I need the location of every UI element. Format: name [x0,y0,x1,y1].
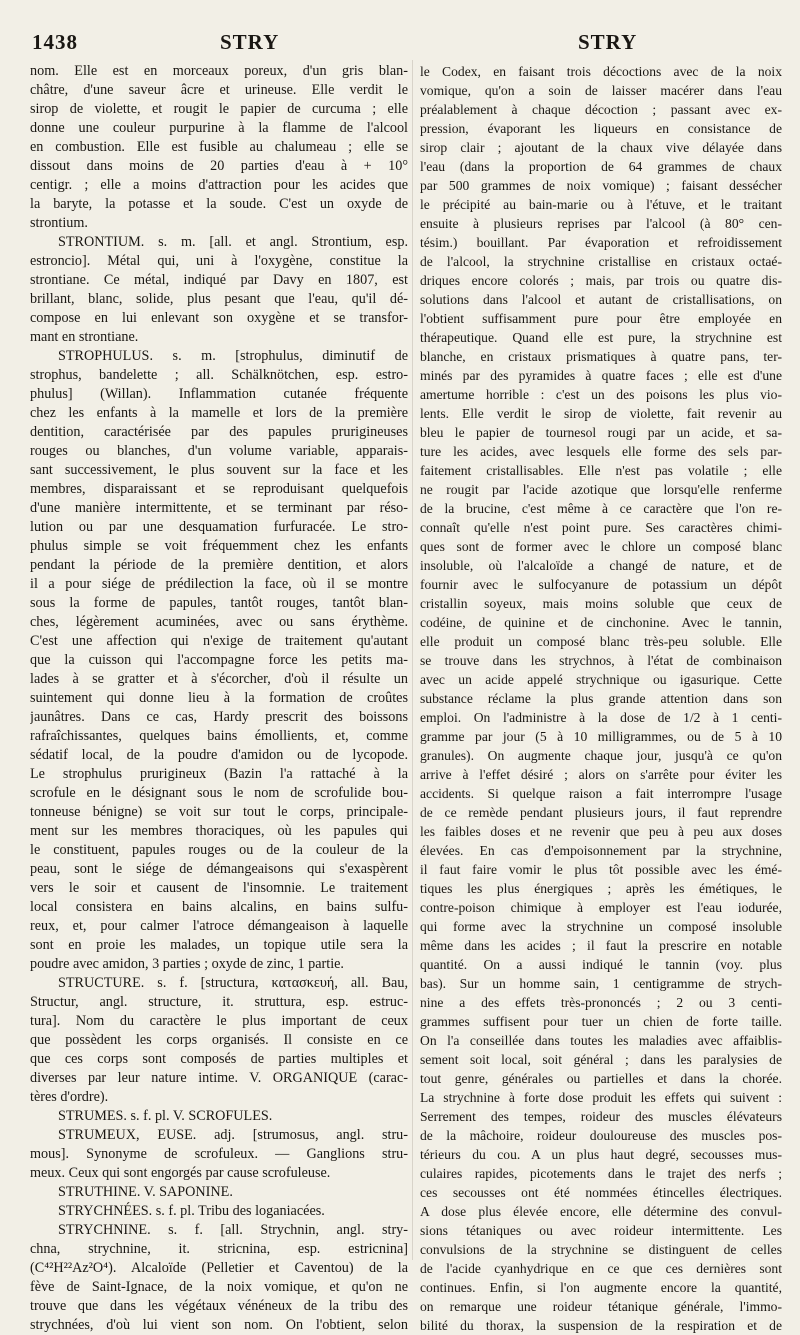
text-line: il faut faire vomir le plus tôt possible avec les émé- [420,862,782,877]
text-line: jaunâtres. Dans ce cas, Hardy prescrit des boissons [30,709,408,725]
left-running-title: STRY [220,30,280,54]
text-line: sions tétaniques ou avec roideur intermittente. Les [420,1223,782,1238]
text-line: le Codex, en faisant trois décoctions avec de la noix [420,64,782,79]
text-line: local consistera en bains alcalins, en bains sulfu- [30,899,408,915]
text-line: fournir avec le sulfocyanure de potassium un dépôt [420,577,782,592]
text-line: fève de Saint-Ignace, de la noix vomique, et qu'on ne [30,1279,408,1295]
text-line: driques encore colorés ; mais, par trois ou quatre dis- [420,273,782,288]
text-line: (C⁴²H²²Az²O⁴). Alcaloïde (Pelletier et Caventou) de la [30,1260,408,1276]
text-line: contre-poison chimique à employer est l'eau iodurée, [420,900,782,915]
text-line: tiques les plus énergiques ; après les émétiques, le [420,881,782,896]
text-line: térieurs du cou. A un plus haut degré, secousses mus- [420,1147,782,1162]
text-line: strychnées, d'où lui vient son nom. On l'obtient, selon [30,1317,408,1333]
text-line: Structur, angl. structure, it. struttura, esp. estruc- [30,994,408,1010]
text-line: ment sur les membres thoraciques, où les papules qui [30,823,408,839]
text-line: le constituent, papules rouges ou de la couleur de la [30,842,408,858]
text-line: pendant la période de la première dentition, et alors [30,557,408,573]
text-line: brillant, blanc, solide, plus pesant que l'eau, qu'il dé- [30,291,408,307]
text-line: accidents. Si quelque raison a fait interrompre l'usage [420,786,782,801]
text-line: d'une manière intermittente, et se terminant par réso- [30,500,408,516]
text-line: élevées. En cas d'empoisonnement par la strychnine, [420,843,782,858]
text-line: sirop clair ; ajoutant de la chaux vive délayée dans [420,140,782,155]
text-line: reux, et, pour calmer l'atroce démangeaison à laquelle [30,918,408,934]
text-line: par 500 grammes de noix vomique) ; faisant dessécher [420,178,782,193]
text-line: meux. Ceux qui sont engorgés par cause scrofuleuse. [30,1165,331,1181]
text-line: que la cuisson qui l'accompagne force les petits ma- [30,652,408,668]
text-line: compose en lui enlevant son oxygène et se transfor- [30,310,408,326]
text-line: ces secousses ont été nommées étincelles électriques. [420,1185,782,1200]
text-line: avec un acide appelé strychnique ou igasurique. Cette [420,672,782,687]
text-line: solutions dans l'alcool et autant de cristallisations, on [420,292,782,307]
text-line: poudre avec amidon, 3 parties ; oxyde de zinc, 1 partie. [30,956,344,972]
text-line: STRUCTURE. s. f. [structura, κατασκευή, all. Bau, [58,975,408,991]
text-line: blanche, en cristaux prismatiques à quatre pans, ter- [420,349,782,364]
left-column [30,62,408,1335]
text-line: faitement cristallisables. Elle n'est pas volatile ; elle [420,463,782,478]
text-line: Serrement des tempes, roideur des muscles élévateurs [420,1109,782,1124]
page-header [30,30,782,60]
text-line: STROPHULUS. s. m. [strophulus, diminutif de [58,348,408,364]
text-line: trouve que dans les végétaux vénéneux de la tribu des [30,1298,408,1314]
text-line: pression, évaporant les liqueurs en consistance de [420,121,782,136]
text-line: estroncio]. Métal qui, uni à l'oxygène, constitue la [30,253,408,269]
text-line: insoluble, où l'alcaloïde a changé de nature, et de [420,558,782,573]
text-line: cristallin soyeux, mais moins soluble que ceux de [420,596,782,611]
text-line: le précipité au bain-marie ou à l'étuve, et le traitant [420,197,782,212]
text-line: tonneuse bénigne) se voit sur tout le corps, principale- [30,804,408,820]
text-line: phulus] (Willan). Inflammation cutanée fréquente [30,386,408,402]
text-line: ne rougit par l'acide azotique que lorsqu'elle renferme [420,482,782,497]
column-divider [412,60,413,1260]
text-line: préalablement à chaque décoction ; passant avec ex- [420,102,782,117]
text-line: A dose plus élevée encore, elle détermine des convul- [420,1204,782,1219]
text-line: sont en proie les malades, un topique utile sera la [30,937,408,953]
text-line: ensuite à plusieurs reprises par l'alcool (à 80° cen- [420,216,782,231]
text-line: STRUMES. s. f. pl. V. SCROFULES. [58,1108,273,1124]
text-line: elle produit un composé blanc très-peu soluble. Elle [420,634,782,649]
text-line: de l'acide cyanhydrique en ce que ces dernières sont [420,1261,782,1276]
text-line: tères d'ordre). [30,1089,109,1105]
text-line: thérapeutique. Quand elle est pure, la strychnine est [420,330,782,345]
text-line: qui forme avec la strychnine un composé insoluble [420,919,782,934]
text-line: gramme par jour (5 à 10 milligrammes, ou de 5 à 10 [420,729,782,744]
text-line: chez les enfants à la mamelle et lors de la première [30,405,408,421]
text-line: que possèdent les corps organisés. Il consiste en ce [30,1032,408,1048]
text-line: tout genre, générales ou partielles et dans la chorée. [420,1071,782,1086]
right-column [420,62,782,1335]
right-running-title: STRY [578,30,638,54]
text-line: codéine, de quinine et de cinchonine. Avec le tannin, [420,615,782,630]
text-line: bilité du thorax, la suspension de la respiration et de [420,1318,782,1333]
text-line: strophus, bandelette ; all. Schälknötchen, esp. estro- [30,367,408,383]
text-line: que ces corps sont composés de parties multiples et [30,1051,408,1067]
text-line: tura]. Nom du caractère le plus important de ceux [30,1013,408,1029]
text-line: sédatif local, de la poudre d'amidon ou de lycopode. [30,747,408,763]
text-line: ches, légèrement acuminées, avec ou sans érythème. [30,614,408,630]
text-line: ques sont de former avec le chlore un composé blanc [420,539,782,554]
text-line: grammes suffisent pour tuer un chien de forte taille. [420,1014,782,1029]
text-line: centigr. ; elle a moins d'attraction pour les acides que [30,177,408,193]
text-line: l'obtient suffisamment pure pour être employée en [420,311,782,326]
text-line: Le strophulus prurigineux (Bazin l'a rattaché à la [30,766,408,782]
text-line: sirop de violette, et rougit le papier de curcuma ; elle [30,101,408,117]
text-line: granules). On augmente chaque jour, jusqu'à ce qu'on [420,748,782,763]
text-line: membres, disparaissant et se reproduisant quelquefois [30,481,408,497]
text-line: nine a des effets très-prononcés ; 2 ou 3 centi- [420,995,782,1010]
text-line: de la mâchoire, roideur douloureuse des muscles pos- [420,1128,782,1143]
text-line: rafraîchissantes, quelques bains émollients, et, comme [30,728,408,744]
text-line: l'eau (dans la proportion de 64 grammes de chaux [420,159,782,174]
text-line: scrofule en le désignant sous le nom de scrofulide bou- [30,785,408,801]
text-line: strontiane. Ce métal, indiqué par Davy en 1807, est [30,272,408,288]
text-line: La strychnine à forte dose produit les effets qui suivent : [420,1090,782,1105]
text-line: peau, sont le siége de démangeaisons qui s'exaspèrent [30,861,408,877]
text-line: il a pour siége de prédilection la face, où il se montre [30,576,408,592]
text-line: continues. Enfin, si l'on augmente encore la quantité, [420,1280,782,1295]
text-line: vomique, qu'on a soin de laisser macérer dans l'eau [420,83,782,98]
text-line: la baryte, la potasse et la soude. C'est un oxyde de [30,196,408,212]
text-line: bleu le papier de tournesol rougi par un acide, et sa- [420,425,782,440]
text-line: même dans les acides ; il faut la prescrire en notable [420,938,782,953]
text-line: STRYCHNINE. s. f. [all. Strychnin, angl. stry- [58,1222,408,1238]
text-line: dissout dans moins de 20 parties d'eau à + 10° [30,158,408,174]
page-number: 1438 [32,30,78,54]
text-line: connaît qu'elle n'est point pure. Ses caractères chimi- [420,520,782,535]
text-line: vers le soir et causent de l'insomnie. Le traitement [30,880,408,896]
text-line: phulus simple se voit fréquemment chez les enfants [30,538,408,554]
text-line: STRUMEUX, EUSE. adj. [strumosus, angl. stru- [58,1127,408,1143]
text-line: on remarque une roideur tétanique générale, l'immo- [420,1299,782,1314]
text-line: arrive à l'effet désiré ; alors on s'arrête pour éviter les [420,767,782,782]
text-line: diverses par leur nature intime. V. ORGANIQUE (carac- [30,1070,408,1086]
text-line: donne une couleur purpurine à la flamme de l'alcool [30,120,408,136]
text-line: de la brucine, c'est même à ce caractère que l'on re- [420,501,782,516]
text-line: quantité. On a aussi indiqué le tannin (voy. plus [420,957,782,972]
text-line: rouges ou blanches, d'un volume variable, apparais- [30,443,408,459]
text-line: dentition, caractérisée par des papules prurigineuses [30,424,408,440]
text-line: nom. Elle est en morceaux poreux, d'un gris blan- [30,63,408,79]
text-line: suintement qui donne lieu à la formation de croûtes [30,690,408,706]
text-line: chna, strychnine, it. stricnina, esp. estricnina] [30,1241,408,1257]
text-line: C'est une affection qui n'exige de traitement qu'autant [30,633,408,649]
text-line: strontium. [30,215,88,231]
text-line: les faibles doses et ne revenir que peu à peu aux doses [420,824,782,839]
text-line: mous]. Synonyme de scrofuleux. — Ganglions stru- [30,1146,408,1162]
text-line: mant en strontiane. [30,329,139,345]
text-line: STRYCHNÉES. s. f. pl. Tribu des loganiacées. [58,1203,325,1219]
text-line: substance réclame la plus grande attention dans son [420,691,782,706]
text-line: en combustion. Elle est fusible au chalumeau ; elle se [30,139,408,155]
text-line: STRONTIUM. s. m. [all. et angl. Strontium, esp. [58,234,408,250]
text-line: se trouve dans les strychnos, à l'état de combinaison [420,653,782,668]
text-line: sement soit local, soit général ; dans les paralysies de [420,1052,782,1067]
text-line: convulsions de la strychnine se distinguent de celles [420,1242,782,1257]
text-line: minés par des pyramides à quatre faces ; elle est d'une [420,368,782,383]
text-line: STRUTHINE. V. SAPONINE. [58,1184,233,1200]
text-line: ture les acides, avec lesquels elle forme des sels par- [420,444,782,459]
text-line: sous la forme de papules, tantôt rouges, tantôt blan- [30,595,408,611]
text-line: lades à se gratter et à s'écorcher, d'où il résulte un [30,671,408,687]
text-line: culaires rapides, picotements dans le trajet des nerfs ; [420,1166,782,1181]
text-line: amertume horrible : c'est un des poisons les plus vio- [420,387,782,402]
text-line: de ce remède pendant plusieurs jours, il faut reprendre [420,805,782,820]
text-line: lents. Elle verdit le sirop de violette, fait revenir au [420,406,782,421]
text-line: de l'alcool, la strychnine cristallise en cristaux octaé- [420,254,782,269]
text-line: bas). Sur un homme sain, 1 centigramme de strych- [420,976,782,991]
text-line: châtre, d'une saveur âcre et urineuse. Elle verdit le [30,82,408,98]
text-line: tésim.) bouillant. Par évaporation et refroidissement [420,235,782,250]
text-line: On l'a conseillée dans toutes les maladies avec affaiblis- [420,1033,782,1048]
text-line: lution ou par une desquamation furfuracée. Le stro- [30,519,408,535]
text-line: sant successivement, le plus souvent sur la face et les [30,462,408,478]
text-line: emploi. On l'administre à la dose de 1/2 à 1 centi- [420,710,782,725]
